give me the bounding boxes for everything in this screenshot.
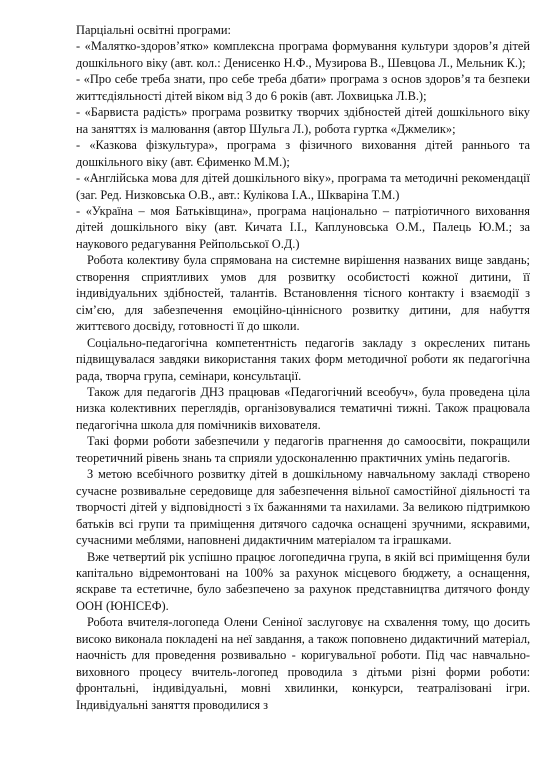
program-item: - «Барвиста радість» програма розвитку творчих здібностей дітей дошкільного віку на заняттях із малювання (автор Шульга Л.), робота гуртка «Джмелик»; (76, 105, 530, 136)
body-paragraph: Робота вчителя-логопеда Олени Сеніної заслуговує на схвалення тому, що досить високо виконала покладені на неї завдання, а також поповнено дидактичний матеріал, наочність для проведення розвивально - коригувальної роботи. Під час навчально-виховного процесу вчитель-логопед проводила з дітьми різні форми роботи: фронтальні, індивідуальні, мовні хвилинки, конкурси, театралізовані ігри. Індивідуальні заняття проводилися з (76, 615, 530, 712)
program-item: - «Про себе треба знати, про себе треба дбати» програма з основ здоров’я та безпеки життєдіяльності дітей віком від 3 до 6 років (авт. Лохвицька Л.В.); (76, 72, 530, 103)
section-heading: Парціальні освітні програми: (76, 23, 231, 37)
body-paragraph: Вже четвертий рік успішно працює логопедична група, в якій всі приміщення були капітально відремонтовані на 100% за рахунок місцевого бюджету, а оснащення, яскраве та естетичне, було забезпечено за рахунок представництва дитячого фонду ООН (ЮНІСЕФ). (76, 549, 530, 613)
body-paragraph: Соціально-педагогічна компетентність педагогів закладу з окреслених питань підвищувалася завдяки використання таких форм методичної роботи як педагогічна рада, творча група, семінари, консультації. (76, 335, 530, 383)
body-paragraph: Такі форми роботи забезпечили у педагогів прагнення до самоосвіти, покращили теоретичний рівень знань та сприяли удосконаленню практичних умінь педагогів. (76, 434, 530, 465)
body-paragraph: Робота колективу була спрямована на системне вирішення названих вище завдань; створення сприятливих умов для розвитку особистості кожної дитини, її індивідуальних здібностей, талантів. Встановлення тісного контакту і взаємодії з сім’єю, для забезпечення емоційно-ціннісного розвитку дитини, для набуття життєвого досвіду, готовності її до школи. (76, 253, 530, 334)
body-paragraph: Також для педагогів ДНЗ працював «Педагогічний всеобуч», була проведена ціла низка колективних переглядів, організовувалися тематичні тижні. Також працювала педагогічна школа для помічників вихователя. (76, 384, 530, 432)
body-paragraph: З метою всебічного розвитку дітей в дошкільному навчальному закладі створено сучасне розвивальне середовище для забезпечення вільної самостійної діяльності та творчості дітей у відповідності з їх бажаннями та нахилами. За великою підтримкою батьків всі групи та приміщення дитячого садочка оснащені зручними, яскравими, сучасними меблями, наповнені дидактичним матеріалом та іграшками. (76, 467, 530, 548)
program-item: - «Україна – моя Батьківщина», програма національно – патріотичного виховання дітей дошкільного віку (авт. Кичата І.І., Каплуновська О.М., Палець Ю.М.; за наукового редагування Рейпольської О.Д.) (76, 203, 530, 251)
program-item: - «Англійська мова для дітей дошкільного віку», програма та методичні рекомендації (заг. Ред. Низковська О.В., авт.: Кулікова І.А., Шкваріна Т.М.) (76, 171, 530, 202)
program-item: - «Малятко-здоров’ятко» комплексна програма формування культури здоров’я дітей дошкільного віку (авт. кол.: Денисенко Н.Ф., Музирова В., Шевцова Л., Мельник К.); (76, 39, 530, 70)
program-item: - «Казкова фізкультура», програма з фізичного виховання дітей раннього та дошкільного віку (авт. Єфименко М.М.); (76, 138, 530, 169)
